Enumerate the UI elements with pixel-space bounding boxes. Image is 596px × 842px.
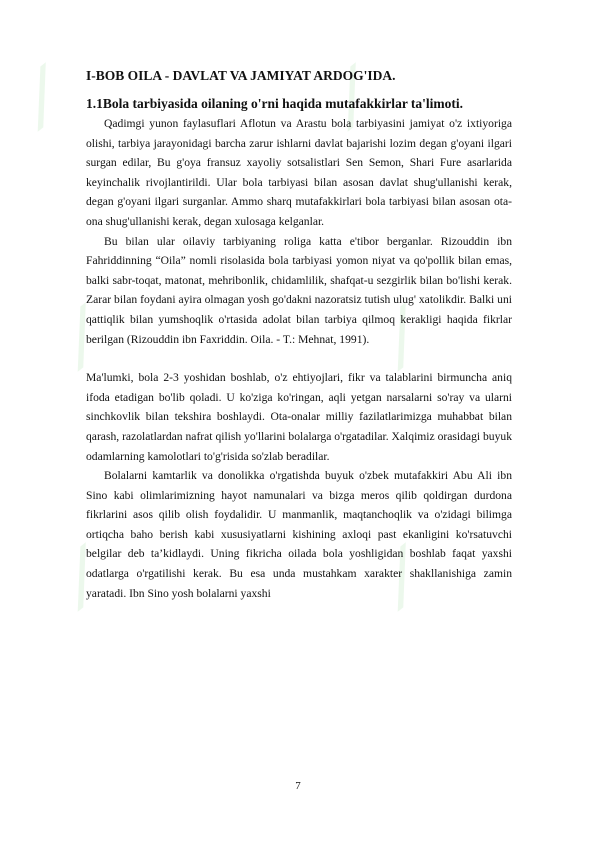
watermark-mark: ⟋ bbox=[42, 534, 124, 620]
watermark-mark: ⟋ bbox=[42, 294, 124, 380]
watermark-mark: ⟋ bbox=[362, 534, 444, 620]
page-content bbox=[86, 62, 512, 603]
paragraph: Qadimgi yunon faylasuflari Aflotun va Arastu bola tarbiyasini jamiyat o'z ixtiyoriga olishi, tarbiya jarayonidagi barcha zarur ishlarni davlat bajarishi lozim degan g'oyani ilgari surgan edilar, Bu g'oya fransuz xayoliy sotsalistlari Sen Semon, Shari Fure asarlarida keyinchalik rivojlantirildi. Ular bola tarbiyasi bilan asosan davlat shug'ullanishi kerak, degan g'oyani ilgari surganlar. Ammo sharq mutafakkirlari bola tarbiyasi bilan asosan ota-ona shug'ullanishi kerak, degan xulosaga kelganlar. bbox=[86, 117, 512, 228]
paragraph: Ma'lumki, bola 2-3 yoshidan boshlab, o'z ehtiyojlari, fikr va talablarini birmuncha aniq ifoda etadigan bo'lib qoladi. U ko'ziga ko'ringan, aqli yetgan narsalarni so'ray va ularni sinchkovlik bilan tekshira boshlaydi. Ota-onalar milliy fazilatlarimizga muhabbat bilan qarash, razolatlardan nafrat qilish yo'llarini bolalarga o'rgatadilar. Xalqimiz orasidagi buyuk odamlarning kamolotlari to'g'risida so'zlab beradilar. bbox=[86, 371, 512, 463]
section-heading: 1.1Bola tarbiyasida oilaning o'rni haqida mutafakkirlar ta'limoti. bbox=[86, 96, 464, 111]
watermark-mark: ⟋ bbox=[2, 54, 84, 140]
chapter-heading: I-BOB OILA - DAVLAT VA JAMIYAT ARDOG'IDA. bbox=[86, 68, 396, 83]
watermark-mark: ⟋ bbox=[312, 54, 394, 140]
paragraph: Bolalarni kamtarlik va donolikka o'rgatishda buyuk o'zbek mutafakkiri Abu Ali ibn Sino kabi olimlarimizning hayot namunalari va bizga meros qilib qoldirgan durdona fikrlarini asos qilib olish foydalidir. U manmanlik, maqtanchoqlik va o'zidagi bilimga ortiqcha baho berish kabi xususiyatlarni kishining axloqi past ekanligini ko'rsatuvchi belgilar deb ta’kidlaydi. Uning fikricha oilada bola yoshligidan boshlab faqat yaxshi odatlarga o'rgatilishi kerak. Bu esa unda mustahkam xarakter shakllanishiga zamin yaratadi. Ibn Sino yosh bolalarni yaxshi bbox=[86, 469, 512, 600]
paragraph: Bu bilan ular oilaviy tarbiyaning roliga katta e'tibor berganlar. Rizouddin ibn Fahriddinning “Oila” nomli risolasida bola tarbiyasi yomon niyat va qo'pollik bilan emas, balki sabr-toqat, matonat, mehribonlik, chidamlilik, shafqat-u sezgirlik bilan bo'lishi kerak. Zarar bilan foydani ayira olmagan yosh go'dakni nazoratsiz tutish ulug' xatolikdir. Balki uni qattiqlik bilan yumshoqlik o'rtasida adolat bilan tarbiya qilmoq kerakligi haqida fikrlar berilgan (Rizouddin ibn Faxriddin. Oila. - T.: Mehnat, 1991). bbox=[86, 234, 512, 346]
watermark-mark: ⟋ bbox=[362, 294, 444, 380]
page-number: 7 bbox=[295, 780, 301, 792]
